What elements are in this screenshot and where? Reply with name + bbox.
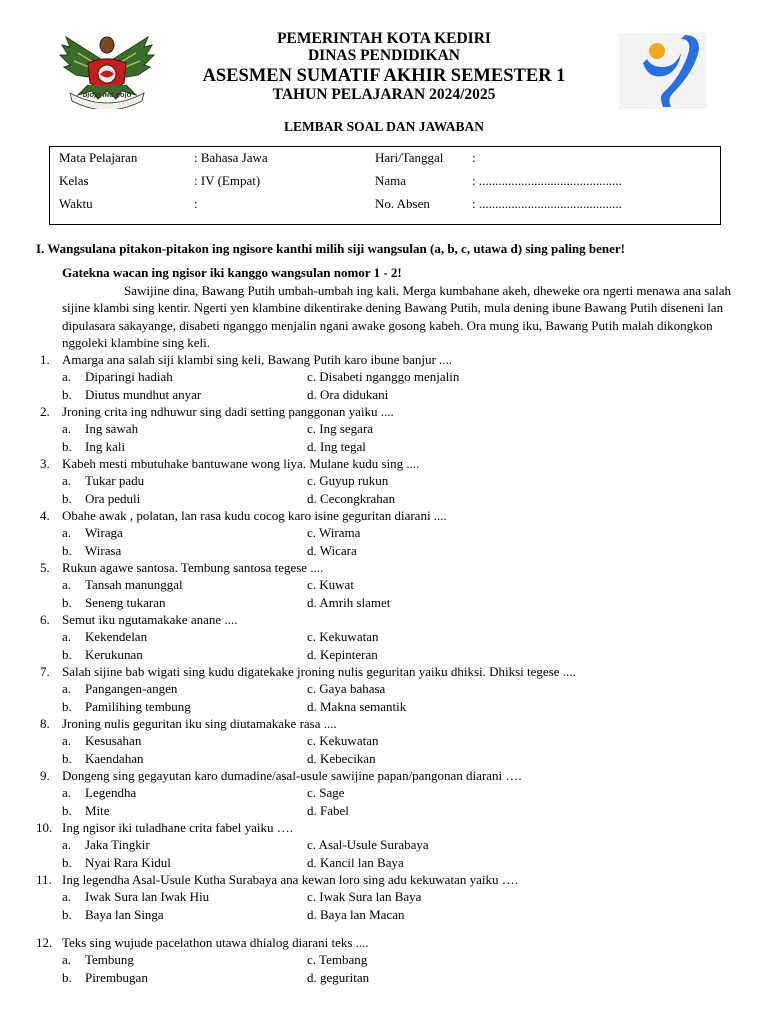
header-department: DINAS PENDIDIKAN: [307, 47, 460, 64]
option-a[interactable]: Tembung: [85, 952, 134, 968]
option-b-letter[interactable]: b.: [62, 386, 72, 402]
option-d[interactable]: d. Makna semantik: [307, 698, 407, 714]
option-c[interactable]: c. Asal-Usule Surabaya: [307, 837, 429, 853]
question-number: 5.: [40, 560, 50, 575]
question-number: 1.: [40, 352, 50, 367]
question-text: Dongeng sing gegayutan karo dumadine/asal-usule sawijine papan/pangonan diarani ….: [62, 768, 522, 783]
option-b-letter[interactable]: b.: [62, 542, 72, 558]
option-a[interactable]: Iwak Sura lan Iwak Hiu: [85, 889, 210, 905]
option-b-letter[interactable]: b.: [62, 969, 72, 985]
option-d[interactable]: d. Cecongkrahan: [307, 490, 396, 506]
emblem-motto: DJOJO ING BOJO: [82, 93, 132, 99]
option-a[interactable]: Tukar padu: [85, 473, 145, 489]
option-b-letter[interactable]: b.: [62, 438, 72, 454]
option-a[interactable]: Ing sawah: [85, 421, 139, 437]
student-identity-box: [49, 146, 721, 225]
option-c[interactable]: c. Gaya bahasa: [307, 681, 386, 697]
option-a-letter[interactable]: a.: [62, 577, 72, 593]
option-b-letter[interactable]: b.: [62, 854, 72, 870]
name-field[interactable]: : ............................................: [472, 173, 622, 188]
question-text: Kabeh mesti mbutuhake bantuwane wong liya. Mulane kudu sing ....: [62, 456, 420, 471]
option-a-letter[interactable]: a.: [62, 629, 72, 645]
question-number: 12.: [36, 935, 53, 950]
question-text: Jroning crita ing ndhuwur sing dadi setting panggonan yaiku ....: [62, 404, 394, 419]
question-text: Ing ngisor iki tuladhane crita fabel yaiku ….: [62, 820, 294, 835]
option-d[interactable]: d. Baya lan Macan: [307, 906, 405, 922]
option-c[interactable]: c. Kekuwatan: [307, 629, 379, 645]
subject-label: Mata Pelajaran: [59, 150, 138, 165]
option-a[interactable]: Kesusahan: [85, 733, 142, 749]
subject-value: : Bahasa Jawa: [194, 150, 268, 165]
option-a-letter[interactable]: a.: [62, 889, 72, 905]
option-a[interactable]: Kekendelan: [85, 629, 148, 645]
option-a-letter[interactable]: a.: [62, 421, 72, 437]
passage-text: Sawijine dina, Bawang Putih umbah-umbah ing kali. Merga kumbahane akeh, dheweke ora ngerti menawa ana salah sijine klambi sing kentir. Ngerti yen klambine dikentirake dening Bawang Putih, mula dening ibune Bawang Putih diseneni lan dipulasara sakayange, disabeti nganggo menjalin ngani awake gosong kabeh. Ora mung iku, Bawang Putih malah dikongkon nggoleki klambine sing keli.: [62, 283, 731, 350]
sheet-subtitle: LEMBAR SOAL DAN JAWABAN: [284, 119, 484, 134]
option-c[interactable]: c. Tembang: [307, 952, 368, 968]
option-b[interactable]: Kerukunan: [85, 646, 143, 662]
option-c[interactable]: c. Ing segara: [307, 421, 374, 437]
option-c[interactable]: c. Kekuwatan: [307, 733, 379, 749]
header-school-year: TAHUN PELAJARAN 2024/2025: [272, 86, 496, 103]
option-a[interactable]: Tansah manunggal: [85, 577, 183, 593]
option-d[interactable]: d. Kepinteran: [307, 646, 378, 662]
absen-field[interactable]: : ............................................: [472, 196, 622, 211]
question-number: 4.: [40, 508, 50, 523]
question-text: Salah sijine bab wigati sing kudu digatekake jroning nulis geguritan yaiku dhiksi. Dhiksi tegese ....: [62, 664, 576, 679]
option-b[interactable]: Pirembugan: [85, 969, 148, 985]
option-a[interactable]: Wiraga: [85, 525, 123, 541]
date-label: Hari/Tanggal: [375, 150, 444, 165]
option-b[interactable]: Baya lan Singa: [85, 906, 164, 922]
time-label: Waktu: [59, 196, 93, 211]
option-a-letter[interactable]: a.: [62, 785, 72, 801]
question-number: 7.: [40, 664, 50, 679]
absen-label: No. Absen: [375, 196, 430, 211]
question-text: Amarga ana salah siji klambi sing keli, Bawang Putih karo ibune banjur ....: [62, 352, 453, 367]
option-c[interactable]: c. Sage: [307, 785, 345, 801]
option-a-letter[interactable]: a.: [62, 473, 72, 489]
option-c[interactable]: c. Disabeti nganggo menjalin: [307, 369, 460, 385]
option-a-letter[interactable]: a.: [62, 952, 72, 968]
kota-kediri-emblem: [58, 33, 156, 109]
option-a-letter[interactable]: a.: [62, 733, 72, 749]
reading-instruction: Gatekna wacan ing ngisor iki kanggo wangsulan nomor 1 - 2!: [62, 265, 402, 280]
class-label: Kelas: [59, 173, 89, 188]
option-d[interactable]: d. Wicara: [307, 542, 357, 558]
question-number: 11.: [36, 872, 52, 887]
option-b-letter[interactable]: b.: [62, 906, 72, 922]
question-text: Ing legendha Asal-Usule Kutha Surabaya ana kewan loro sing adu kekuwatan yaiku ….: [62, 872, 518, 887]
option-b-letter[interactable]: b.: [62, 594, 72, 610]
header-exam-title: ASESMEN SUMATIF AKHIR SEMESTER 1: [202, 66, 566, 86]
option-a[interactable]: Diparingi hadiah: [85, 369, 173, 385]
question-number: 10.: [36, 820, 53, 835]
class-value: : IV (Empat): [194, 173, 261, 188]
option-b[interactable]: Seneng tukaran: [85, 594, 166, 610]
option-b-letter[interactable]: b.: [62, 490, 72, 506]
time-value: :: [194, 196, 198, 211]
option-c[interactable]: c. Iwak Sura lan Baya: [307, 889, 422, 905]
question-number: 2.: [40, 404, 50, 419]
option-c[interactable]: c. Kuwat: [307, 577, 354, 593]
option-d[interactable]: d. Ora didukani: [307, 386, 389, 402]
option-b-letter[interactable]: b.: [62, 698, 72, 714]
name-label: Nama: [375, 173, 407, 188]
option-b[interactable]: Kaendahan: [85, 750, 144, 766]
option-d[interactable]: d. Ing tegal: [307, 438, 366, 454]
option-a-letter[interactable]: a.: [62, 681, 72, 697]
question-number: 3.: [40, 456, 50, 471]
option-b-letter[interactable]: b.: [62, 802, 72, 818]
date-value[interactable]: :: [472, 150, 476, 165]
option-d[interactable]: d. Fabel: [307, 802, 349, 818]
option-b-letter[interactable]: b.: [62, 646, 72, 662]
question-number: 6.: [40, 612, 50, 627]
question-text: Teks sing wujude pacelathon utawa dhialog diarani teks ....: [62, 935, 369, 950]
option-d[interactable]: d. Kebecikan: [307, 750, 376, 766]
option-b[interactable]: Diutus mundhut anyar: [85, 386, 202, 402]
option-b[interactable]: Nyai Rara Kidul: [85, 854, 171, 870]
option-d[interactable]: d. Kancil lan Baya: [307, 854, 404, 870]
option-b[interactable]: Ing kali: [85, 438, 126, 454]
option-a-letter[interactable]: a.: [62, 369, 72, 385]
option-b[interactable]: Wirasa: [85, 542, 122, 558]
question-text: Semut iku ngutamakake anane ....: [62, 612, 238, 627]
option-b[interactable]: Pamilihing tembung: [85, 698, 191, 714]
option-a[interactable]: Jaka Tingkir: [85, 837, 150, 853]
option-a-letter[interactable]: a.: [62, 525, 72, 541]
option-b[interactable]: Mite: [85, 802, 110, 818]
option-c[interactable]: c. Guyup rukun: [307, 473, 389, 489]
reading-passage: [62, 282, 742, 351]
header-government: PEMERINTAH KOTA KEDIRI: [277, 30, 491, 47]
education-logo: [619, 33, 707, 109]
option-d[interactable]: d. Amrih slamet: [307, 594, 391, 610]
option-c[interactable]: c. Wirama: [307, 525, 361, 541]
question-text: Obahe awak , polatan, lan rasa kudu cocog karo isine geguritan diarani ....: [62, 508, 447, 523]
question-text: Jroning nulis geguritan iku sing diutamakake rasa ....: [62, 716, 337, 731]
option-b[interactable]: Ora peduli: [85, 490, 141, 506]
option-b-letter[interactable]: b.: [62, 750, 72, 766]
option-a[interactable]: Legendha: [85, 785, 137, 801]
option-a[interactable]: Pangangen-angen: [85, 681, 178, 697]
option-a-letter[interactable]: a.: [62, 837, 72, 853]
section-heading: I. Wangsulana pitakon-pitakon ing ngisore kanthi milih siji wangsulan (a, b, c, utawa d) sing paling bener!: [36, 241, 626, 256]
question-number: 9.: [40, 768, 50, 783]
question-number: 8.: [40, 716, 50, 731]
question-text: Rukun agawe santosa. Tembung santosa tegese ....: [62, 560, 324, 575]
option-d[interactable]: d. geguritan: [307, 969, 370, 985]
